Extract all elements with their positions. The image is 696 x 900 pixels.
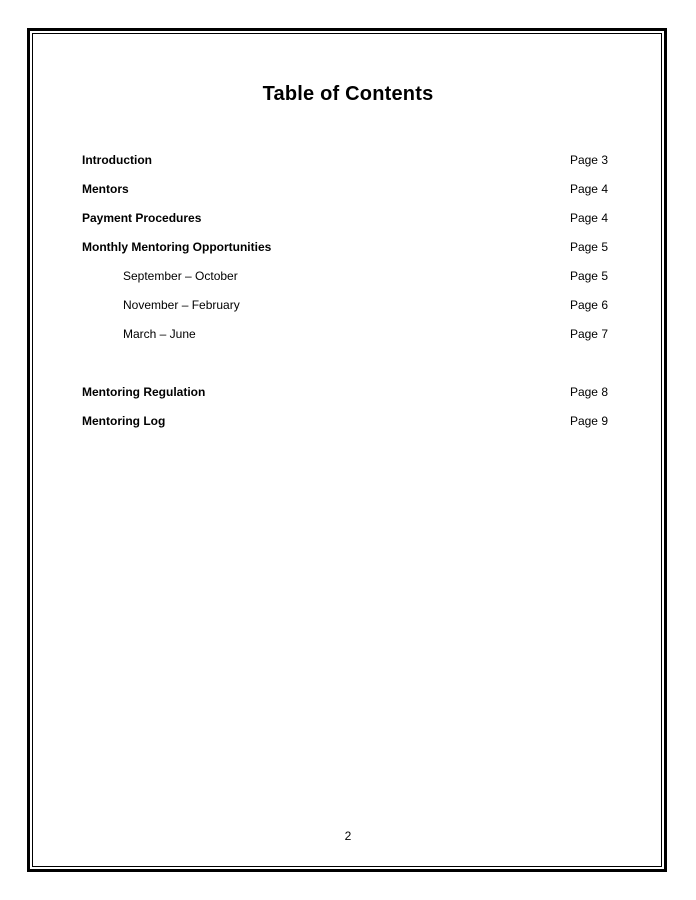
toc-subentry-label: September – October: [123, 269, 238, 283]
page-number: 2: [344, 829, 352, 843]
toc-entry-label: Introduction: [82, 153, 152, 167]
toc-entry[interactable]: [82, 383, 608, 412]
toc-entry-label: Mentoring Log: [82, 414, 166, 428]
page-title: Table of Contents: [262, 83, 434, 105]
toc-entry-page: Page 3: [569, 153, 608, 167]
toc-entry-label: Mentors: [82, 182, 129, 196]
toc-entry-page: Page 8: [569, 385, 608, 399]
toc-entry-page: Page 9: [569, 414, 608, 428]
toc-entry-page: Page 5: [569, 240, 608, 254]
toc-subentry[interactable]: [82, 267, 608, 296]
toc-entry-page: Page 6: [569, 298, 608, 312]
toc-entry-label: Monthly Mentoring Opportunities: [82, 240, 272, 254]
toc-subentry[interactable]: [82, 325, 608, 354]
toc-entry[interactable]: [82, 238, 608, 267]
toc-subentry-label: March – June: [123, 327, 196, 341]
toc-entry-label: Payment Procedures: [82, 211, 202, 225]
toc-entry[interactable]: [82, 151, 608, 180]
toc-entry[interactable]: [82, 209, 608, 238]
toc-subentry-label: November – February: [123, 298, 240, 312]
toc-entry-label: Mentoring Regulation: [82, 385, 206, 399]
toc-entry-page: Page 5: [569, 269, 608, 283]
toc-entry-page: Page 4: [569, 182, 608, 196]
toc-entry[interactable]: [82, 180, 608, 209]
toc-list: [82, 151, 608, 441]
toc-subentry[interactable]: [82, 296, 608, 325]
toc-entry-page: Page 7: [569, 327, 608, 341]
toc-entry[interactable]: [82, 412, 608, 441]
toc-entry-page: Page 4: [569, 211, 608, 225]
